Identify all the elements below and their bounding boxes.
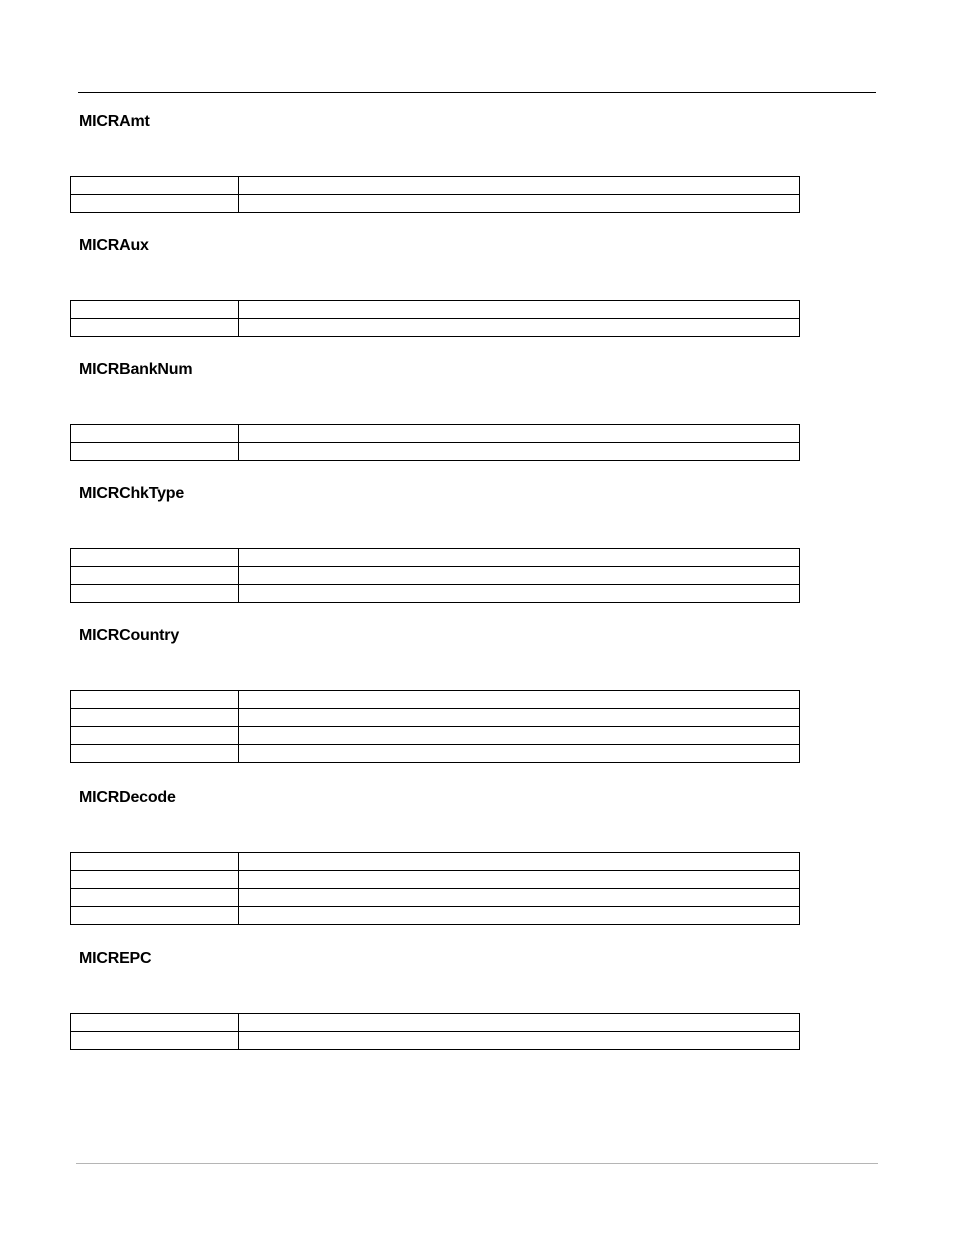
table-cell-key [71, 301, 239, 319]
table-cell-value [239, 907, 800, 925]
table-cell-key [71, 745, 239, 763]
table-cell-value [239, 1014, 800, 1032]
footer-rule [76, 1163, 878, 1164]
table-cell-value [239, 853, 800, 871]
section-heading-micraux: MICRAux [79, 237, 149, 254]
property-table-micrchktype [70, 548, 800, 603]
section-heading-micrdecode: MICRDecode [79, 789, 176, 806]
table-row [71, 585, 800, 603]
section-heading-micramt: MICRAmt [79, 113, 150, 130]
table-cell-key [71, 853, 239, 871]
table-row [71, 443, 800, 461]
property-table-micraux [70, 300, 800, 337]
table-row [71, 1032, 800, 1050]
table-cell-value [239, 727, 800, 745]
table-cell-value [239, 567, 800, 585]
table-cell-key [71, 585, 239, 603]
table-row [71, 871, 800, 889]
table-row [71, 745, 800, 763]
table-cell-value [239, 871, 800, 889]
table-cell-key [71, 443, 239, 461]
table-cell-key [71, 549, 239, 567]
table-cell-key [71, 1014, 239, 1032]
table-row [71, 549, 800, 567]
table-cell-value [239, 549, 800, 567]
table-cell-value [239, 301, 800, 319]
property-table-micrcountry [70, 690, 800, 763]
table-row [71, 319, 800, 337]
table-cell-value [239, 745, 800, 763]
table-cell-key [71, 195, 239, 213]
property-table-micrepc [70, 1013, 800, 1050]
section-heading-micrepc: MICREPC [79, 950, 152, 967]
table-cell-value [239, 889, 800, 907]
table-cell-key [71, 907, 239, 925]
table-cell-value [239, 691, 800, 709]
header-rule [78, 92, 876, 93]
property-table-micramt [70, 176, 800, 213]
table-row [71, 567, 800, 585]
table-cell-key [71, 871, 239, 889]
table-cell-key [71, 177, 239, 195]
table-cell-key [71, 319, 239, 337]
table-row [71, 727, 800, 745]
table-cell-key [71, 567, 239, 585]
table-cell-key [71, 709, 239, 727]
table-cell-value [239, 709, 800, 727]
table-row [71, 425, 800, 443]
table-cell-value [239, 195, 800, 213]
table-cell-value [239, 1032, 800, 1050]
table-row [71, 709, 800, 727]
table-row [71, 1014, 800, 1032]
table-row [71, 301, 800, 319]
table-cell-key [71, 691, 239, 709]
table-cell-value [239, 585, 800, 603]
table-cell-key [71, 425, 239, 443]
table-cell-value [239, 319, 800, 337]
table-cell-value [239, 425, 800, 443]
table-cell-key [71, 889, 239, 907]
table-row [71, 691, 800, 709]
table-row [71, 907, 800, 925]
table-row [71, 195, 800, 213]
table-row [71, 177, 800, 195]
table-cell-key [71, 727, 239, 745]
table-cell-value [239, 443, 800, 461]
section-heading-micrcountry: MICRCountry [79, 627, 180, 644]
table-cell-key [71, 1032, 239, 1050]
section-heading-micrbanknum: MICRBankNum [79, 361, 193, 378]
property-table-micrbanknum [70, 424, 800, 461]
table-row [71, 889, 800, 907]
section-heading-micrchktype: MICRChkType [79, 485, 185, 502]
table-row [71, 853, 800, 871]
table-cell-value [239, 177, 800, 195]
property-table-micrdecode [70, 852, 800, 925]
